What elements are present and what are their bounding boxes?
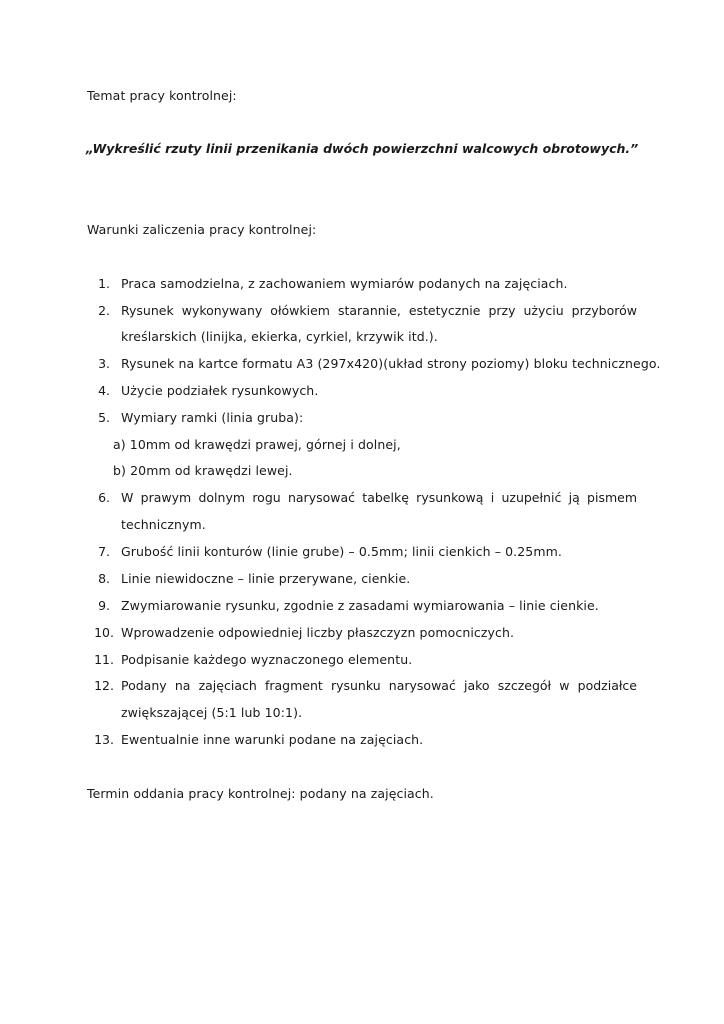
list-item: Podpisanie każdego wyznaczonego elementu. bbox=[121, 652, 413, 667]
list-item: Zwymiarowanie rysunku, zgodnie z zasadami wymiarowania – linie cienkie. bbox=[121, 598, 599, 613]
list-item-number: 6. bbox=[98, 490, 110, 505]
list-item-number: 4. bbox=[98, 383, 110, 398]
list-item-number: 12. bbox=[94, 678, 114, 693]
list-item-number: 9. bbox=[98, 598, 110, 613]
sub-item: b) 20mm od krawędzi lewej. bbox=[113, 463, 293, 478]
list-item: Użycie podziałek rysunkowych. bbox=[121, 383, 319, 398]
list-item-number: 3. bbox=[98, 356, 110, 371]
list-item: Grubość linii konturów (linie grube) – 0.5mm; linii cienkich – 0.25mm. bbox=[121, 544, 562, 559]
topic-label: Temat pracy kontrolnej: bbox=[87, 88, 237, 103]
list-item: Rysunek na kartce formatu A3 (297x420)(układ strony poziomy) bloku technicznego. bbox=[121, 356, 661, 371]
sub-item: a) 10mm od krawędzi prawej, górnej i dolnej, bbox=[113, 437, 401, 452]
list-item: Linie niewidoczne – linie przerywane, cienkie. bbox=[121, 571, 411, 586]
list-item-continuation: technicznym. bbox=[121, 517, 206, 532]
list-item-continuation: kreślarskich (linijka, ekierka, cyrkiel, krzywik itd.). bbox=[121, 329, 438, 344]
list-item-number: 5. bbox=[98, 410, 110, 425]
list-item-continuation: zwiększającej (5:1 lub 10:1). bbox=[121, 705, 303, 720]
list-item: Ewentualnie inne warunki podane na zajęciach. bbox=[121, 732, 424, 747]
list-item: Rysunek wykonywany ołówkiem starannie, estetycznie przy użyciu przyborów bbox=[121, 303, 637, 318]
list-item-number: 1. bbox=[98, 276, 110, 291]
list-item-number: 13. bbox=[94, 732, 114, 747]
conditions-label: Warunki zaliczenia pracy kontrolnej: bbox=[87, 222, 317, 237]
list-item-number: 2. bbox=[98, 303, 110, 318]
list-item-number: 7. bbox=[98, 544, 110, 559]
list-item: Podany na zajęciach fragment rysunku narysować jako szczegół w podziałce bbox=[121, 678, 637, 693]
list-item: Wprowadzenie odpowiedniej liczby płaszczyzn pomocniczych. bbox=[121, 625, 515, 640]
list-item-number: 10. bbox=[94, 625, 114, 640]
topic-title: „Wykreślić rzuty linii przenikania dwóch powierzchni walcowych obrotowych.” bbox=[85, 141, 639, 156]
list-item: Wymiary ramki (linia gruba): bbox=[121, 410, 304, 425]
list-item-number: 11. bbox=[94, 652, 114, 667]
list-item: W prawym dolnym rogu narysować tabelkę rysunkową i uzupełnić ją pismem bbox=[121, 490, 637, 505]
list-item: Praca samodzielna, z zachowaniem wymiarów podanych na zajęciach. bbox=[121, 276, 568, 291]
deadline-text: Termin oddania pracy kontrolnej: podany na zajęciach. bbox=[87, 786, 434, 801]
list-item-number: 8. bbox=[98, 571, 110, 586]
